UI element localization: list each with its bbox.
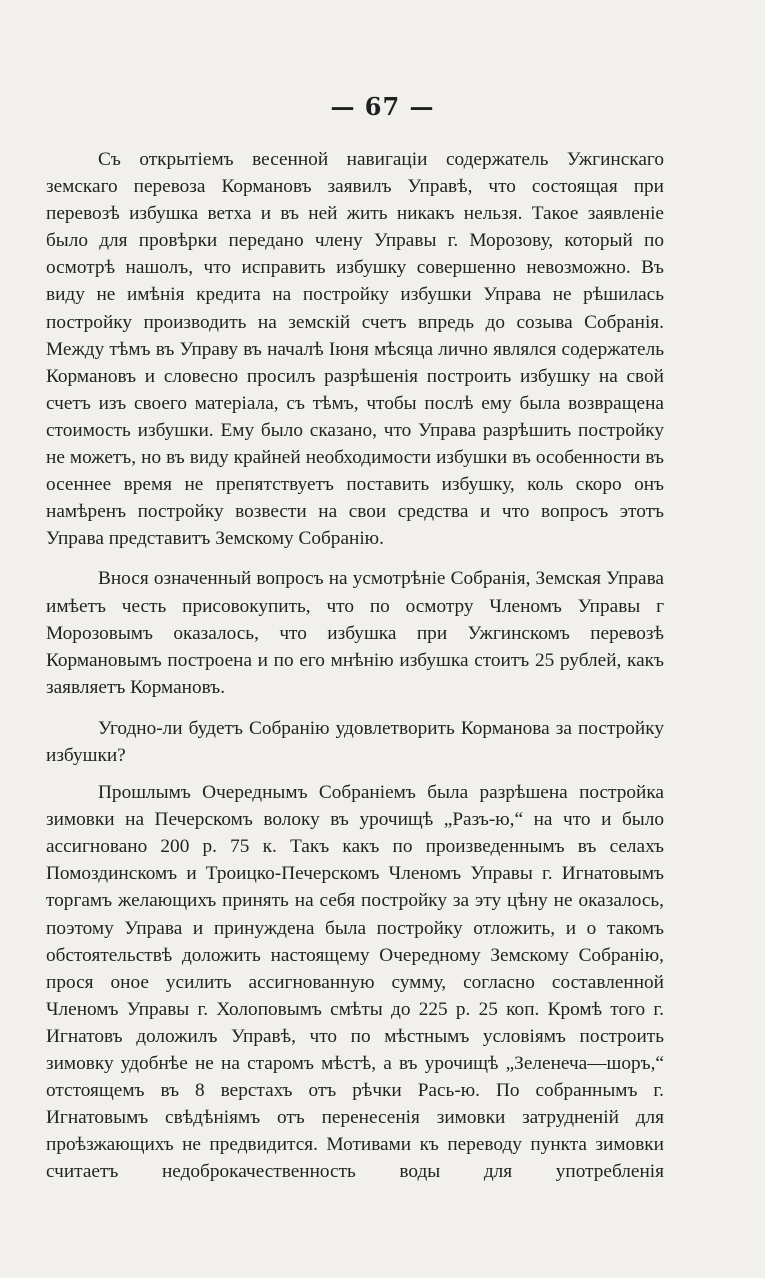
paragraph-izbushka-request: Съ открытіемъ весенной навигаціи содержатель Ужгинскаго земскаго перевоза Кормановъ заявилъ Управѣ, что состоящая при перевозѣ избушка ветха и въ ней жить никакъ нельзя. Такое заявленіе было для провѣрки передано члену Управы г. Морозову, который по осмотрѣ нашолъ, что исправить избушку совершенно невозможно. Въ виду не имѣнія кредита на постройку избушки Управа не рѣшилась постройку производить на земскій счетъ впредь до созыва Собранія. Между тѣмъ въ Управу въ началѣ Іюня мѣсяца лично являлся содержатель Кормановъ и словесно просилъ разрѣшенія построить избушку на свой счетъ изъ своего матеріала, съ тѣмъ, чтобы послѣ ему была возвращена стоимость избушки. Ему было сказано, что Управа разрѣшить постройку не можетъ, но въ виду крайней необходимости избушки въ особенности въ осеннее время не препятствуетъ поставить избушку, коль скоро онъ намѣренъ постройку возвести на свои средства и что вопросъ этотъ Управа представитъ Земскому Собранію. [46, 149, 664, 550]
page-number: — 67 — [330, 92, 435, 121]
body-text [46, 146, 664, 1185]
paragraph-inspection-result: Внося означенный вопросъ на усмотрѣніе Собранія, Земская Управа имѣетъ честь присовокупить, что по осмотру Членомъ Управы г Морозовымъ оказалось, что избушка при Ужгинскомъ перевозѣ Кормановымъ построена и по его мнѣнію избушка стоитъ 25 рублей, какъ заявляетъ Кормановъ. [46, 568, 664, 698]
paragraph-zimovka: Прошлымъ Очереднымъ Собраніемъ была разрѣшена постройка зимовки на Печерскомъ волоку въ урочищѣ „Разъ-ю,“ на что и было ассигновано 200 р. 75 к. Такъ какъ по произведеннымъ въ селахъ Помоздинскомъ и Троицко-Печерскомъ Членомъ Управы г. Игнатовымъ торгамъ желающихъ принять на себя постройку за эту цѣну не оказалось, поэтому Управа и принуждена была постройку отложить, и о такомъ обстоятельствѣ доложить настоящему Очередному Земскому Собранію, прося оное усилить ассигнованную сумму, согласно составленной Членомъ Управы г. Холоповымъ смѣты до 225 р. 25 коп. Кромѣ того г. Игнатовъ доложилъ Управѣ, что по мѣстнымъ условіямъ построить зимовку удобнѣе не на старомъ мѣстѣ, а въ урочищѣ „Зеленеча—шоръ,“ отстоящемъ въ 8 верстахъ отъ рѣчки Рась-ю. По собраннымъ г. Игнатовымъ свѣдѣніямъ отъ перенесенія зимовки затрудненій для проѣзжающихъ не предвидится. Мотивами къ переводу пункта зимовки считаетъ недоброкачественность воды для употребленія [46, 782, 664, 1183]
paragraph-question: Угодно-ли будетъ Собранію удовлетворить Корманова за постройку избушки? [46, 717, 664, 766]
